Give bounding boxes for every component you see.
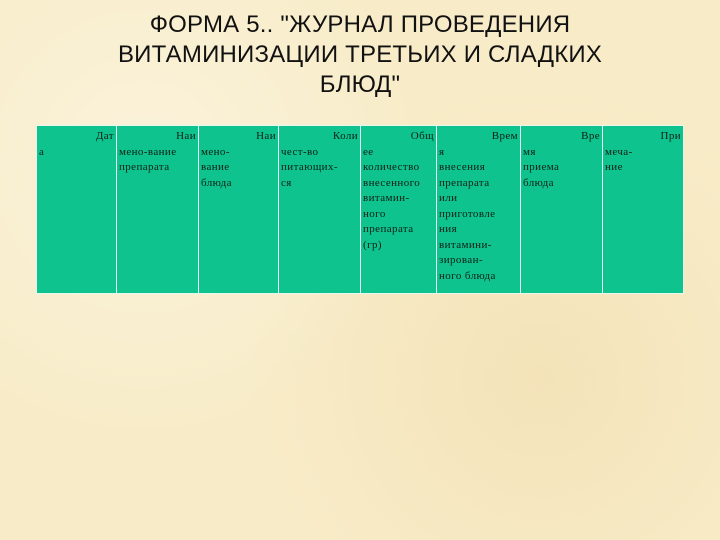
header-cell-line: ния (439, 223, 458, 235)
header-cell-line: витамини- (439, 238, 492, 251)
header-cell-line: мено-вание (119, 145, 177, 158)
header-cell-line: вание (201, 161, 230, 173)
header-cell-line: Наи (176, 130, 196, 142)
header-cell-line: питающих- (281, 161, 338, 173)
header-cell-notes (603, 126, 684, 294)
header-cell-people-count (279, 126, 361, 294)
header-cell-line: ного блюда (439, 269, 496, 282)
header-cell-line: зирован- (439, 254, 483, 266)
header-cell-preparation-name (117, 126, 199, 294)
header-cell-line: Коли (332, 130, 358, 142)
header-cell-line: ее (363, 145, 374, 158)
header-cell-line: чест-во (281, 145, 319, 158)
header-cell-line: При (660, 130, 681, 142)
vitaminization-journal-table (36, 125, 684, 294)
page-title (40, 10, 680, 100)
header-cell-line: Наи (256, 130, 276, 142)
header-row (37, 126, 684, 294)
header-cell-intake-time (521, 126, 603, 294)
header-cell-line: Общ (410, 130, 434, 142)
header-cell-line: Дат (95, 130, 114, 142)
header-cell-line: мя (523, 145, 536, 158)
header-cell-line: витамин- (363, 192, 410, 204)
title-line-3: БЛЮД" (319, 71, 401, 98)
header-cell-line: препарата (439, 176, 490, 189)
title-line-1: ФОРМА 5.. "ЖУРНАЛ ПРОВЕДЕНИЯ (149, 11, 571, 38)
header-cell-line: ние (605, 161, 623, 173)
header-cell-introduction-time (437, 126, 521, 294)
header-cell-line: приема (523, 161, 560, 173)
header-cell-line: внесенного (363, 176, 421, 189)
header-cell-line: блюда (523, 176, 554, 189)
header-cell-line: препарата (363, 223, 414, 235)
header-cell-line: количество (363, 161, 420, 173)
header-cell-date (37, 126, 117, 294)
header-cell-line: а (39, 145, 45, 158)
header-cell-line: Вре (581, 130, 600, 142)
header-cell-line: ного (363, 207, 386, 220)
header-cell-line: мено- (201, 145, 230, 158)
header-cell-line: Врем (491, 130, 518, 142)
title-line-2: ВИТАМИНИЗАЦИИ ТРЕТЬИХ И СЛАДКИХ (117, 41, 603, 68)
header-cell-dish-name (199, 126, 279, 294)
header-cell-line: ся (281, 176, 292, 189)
header-cell-vitamin-amount (361, 126, 437, 294)
header-cell-line: меча- (605, 145, 633, 158)
header-cell-line: или (439, 192, 458, 204)
header-cell-line: (гр) (363, 238, 382, 251)
header-cell-line: я (439, 145, 445, 158)
header-cell-line: приготовле (439, 207, 496, 220)
header-cell-line: внесения (439, 161, 486, 173)
header-cell-line: препарата (119, 161, 170, 173)
header-cell-line: блюда (201, 176, 232, 189)
